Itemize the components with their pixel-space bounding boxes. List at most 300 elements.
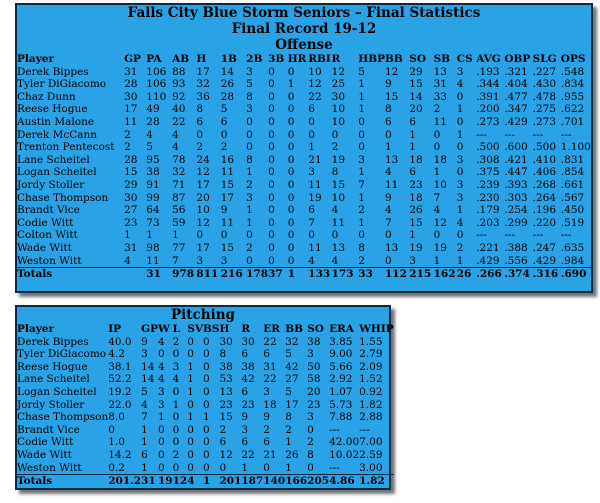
stat-cell: 11 (220, 166, 235, 179)
offense-header-cell: 3B (268, 53, 285, 65)
stat-cell: 7 (308, 216, 315, 229)
stat-cell: 1 (456, 254, 464, 267)
stat-cell: 3 (158, 385, 165, 398)
player-name: Logan Scheitel (17, 166, 97, 179)
stat-cell: 4 (385, 166, 392, 179)
stat-cell: .303 (504, 191, 528, 204)
stat-cell: 1 (456, 128, 464, 141)
player-name: Jordy Stoller (17, 178, 85, 191)
stat-cell: 4 (456, 216, 464, 229)
stat-cell: 1 (241, 461, 249, 474)
stat-cell: 30 (124, 191, 138, 204)
stat-cell: 32 (196, 78, 210, 91)
offense-header-cell: GP (124, 53, 141, 65)
stat-cell: 11 (433, 115, 447, 128)
stat-cell: 0 (456, 90, 464, 103)
stat-cell: 3 (158, 398, 165, 411)
stat-cell: 0 (202, 436, 210, 449)
stat-cell: 2.59 (359, 448, 383, 461)
stat-cell: 14 (220, 65, 235, 78)
player-name: Colton Witt (17, 229, 78, 242)
stat-cell: 3 (172, 360, 180, 373)
stat-cell: .548 (560, 65, 585, 78)
pitching-header-row (17, 323, 394, 336)
stat-cell: .984 (560, 254, 585, 267)
stat-cell: 0 (287, 229, 295, 242)
offense-header-cell: AVG (476, 53, 501, 65)
table-row (17, 436, 394, 449)
stat-cell: 92 (172, 90, 186, 103)
stat-cell: 0 (287, 65, 295, 78)
table-row (17, 361, 394, 374)
stat-cell: 26 (409, 204, 423, 217)
stat-cell: 12 (433, 216, 447, 229)
stat-cell: 1 (187, 385, 194, 398)
stat-cell: 14 (141, 373, 155, 386)
stat-cell: 4 (146, 128, 153, 141)
stat-cell: 28 (220, 90, 235, 103)
stat-cell: 2 (307, 436, 314, 449)
total-cell: 187 (241, 475, 264, 488)
stat-cell: 0 (287, 166, 295, 179)
stat-cell: 0 (172, 385, 180, 398)
stat-cell: .955 (560, 90, 585, 103)
stat-cell: 2 (172, 448, 180, 461)
stat-cell: 11 (308, 178, 322, 191)
stat-cell: 1 (456, 103, 464, 116)
total-cell (124, 268, 146, 281)
stat-cell: 15 (220, 178, 235, 191)
pitching-header-cell: L (172, 323, 181, 335)
stat-cell: 1 (358, 191, 365, 204)
stat-cell: 26 (220, 78, 235, 91)
offense-header-cell: OPS (560, 53, 586, 65)
total-cell: 205 (307, 475, 330, 488)
pitching-header-cell: SV (187, 323, 203, 335)
stat-cell: 42 (241, 373, 255, 386)
stat-cell: 3 (456, 65, 464, 78)
stat-cell: 2.09 (359, 360, 383, 373)
total-cell: .316 (533, 268, 561, 281)
stat-cell: 0 (246, 229, 253, 242)
final-record: Final Record 19-12 (231, 21, 377, 37)
stat-cell: 19 (331, 153, 346, 166)
stat-cell: .388 (504, 241, 528, 254)
pitching-header-cell: R (241, 323, 251, 335)
player-name: Trenton Pentecost (17, 141, 115, 154)
stat-cell: .854 (560, 166, 585, 179)
stat-cell: .406 (532, 166, 557, 179)
stat-cell: 2 (124, 141, 131, 154)
stat-cell: 0 (187, 348, 194, 361)
stat-cell: 6 (241, 348, 249, 361)
stat-cell: 4 (158, 373, 165, 386)
table-row (17, 462, 394, 475)
stats-title: Falls City Blue Storm Seniors – Final Statistics (127, 5, 481, 21)
stat-cell: 0 (331, 229, 339, 242)
stat-cell: .430 (532, 78, 557, 91)
stat-cell: 0 (220, 128, 228, 141)
stat-cell: 2.92 (329, 373, 353, 386)
stat-cell: 17 (124, 103, 138, 116)
stat-cell: .447 (504, 166, 528, 179)
stat-cell: 32 (285, 335, 299, 348)
stat-cell: .701 (560, 115, 585, 128)
stat-cell: 0 (287, 216, 295, 229)
stat-cell: 10 (196, 204, 210, 217)
stat-cell: 5 (285, 348, 292, 361)
stat-cell: 5.66 (329, 360, 353, 373)
stat-cell: 42 (285, 360, 299, 373)
stat-cell: 33 (433, 90, 447, 103)
stat-cell: 20 (307, 385, 321, 398)
player-name: Lane Scheitel (17, 153, 90, 166)
stat-cell: 0 (246, 254, 253, 267)
stat-cell: 0 (268, 141, 275, 154)
stat-cell: 0 (187, 436, 194, 449)
stat-cell: 0 (172, 436, 180, 449)
stat-cell: 17 (196, 241, 210, 254)
stat-cell: .273 (532, 115, 557, 128)
stat-cell: 23 (219, 398, 233, 411)
stat-cell: 1 (141, 436, 148, 449)
stat-cell: 23 (409, 178, 423, 191)
stat-cell: 8 (331, 166, 339, 179)
totals-row (17, 475, 394, 488)
stat-cell: 11 (385, 178, 399, 191)
stat-cell: 2 (172, 335, 180, 348)
table-row (17, 154, 591, 167)
stat-cell: 10 (433, 178, 447, 191)
stat-cell: 9 (263, 411, 270, 424)
stat-cell: 0 (187, 335, 194, 348)
stat-cell: 0 (287, 241, 295, 254)
totals-label: Totals (17, 475, 108, 488)
stat-cell: 6 (220, 115, 228, 128)
total-cell: 162 (433, 268, 456, 281)
stat-cell: .254 (504, 204, 528, 217)
stat-cell: 1 (172, 229, 179, 242)
stat-cell: --- (532, 229, 544, 242)
pitching-table (17, 323, 394, 488)
stat-cell: 10 (331, 115, 346, 128)
stat-cell: 3 (263, 385, 270, 398)
table-row (17, 255, 591, 268)
table-row (17, 91, 591, 104)
stat-cell: 9 (220, 204, 228, 217)
stat-cell: .429 (504, 115, 528, 128)
stat-cell: 10 (308, 65, 322, 78)
stat-cell: 0 (456, 141, 464, 154)
stat-cell: .347 (504, 103, 528, 116)
offense-header-cell: BB (385, 53, 403, 65)
stat-cell: 7 (385, 216, 392, 229)
stat-cell: 0 (263, 461, 270, 474)
stat-cell: 19 (409, 241, 423, 254)
stat-cell: 1 (358, 78, 365, 91)
stat-cell: 1 (456, 204, 464, 217)
stat-cell: 30 (241, 335, 255, 348)
total-cell: 33 (358, 268, 385, 281)
stat-cell: 4 (308, 254, 315, 267)
stat-cell: 0 (158, 461, 165, 474)
stat-cell: 13 (331, 241, 346, 254)
total-cell: 166 (285, 475, 308, 488)
stat-cell: 6 (308, 204, 315, 217)
stat-cell: .556 (504, 254, 528, 267)
stat-cell: .834 (560, 78, 585, 91)
stat-cell: 3 (409, 254, 416, 267)
stat-cell: 3 (241, 423, 249, 436)
stat-cell: 0 (287, 191, 295, 204)
stat-cell: 12 (196, 216, 210, 229)
stat-cell: 1 (287, 78, 295, 91)
stat-cell: .404 (504, 78, 528, 91)
stat-cell: 5 (246, 78, 253, 91)
stat-cell: 0 (172, 348, 180, 361)
table-row (17, 166, 591, 179)
player-name: Wade Witt (17, 448, 72, 461)
player-name: Derek Bippes (17, 335, 89, 348)
stat-cell: 0 (308, 229, 315, 242)
stat-cell: 0 (268, 65, 275, 78)
stat-cell: 3.85 (329, 335, 353, 348)
stat-cell: .429 (476, 254, 500, 267)
stat-cell: 3 (196, 254, 204, 267)
stat-cell: 0 (287, 178, 295, 191)
stat-cell: 1.52 (359, 373, 383, 386)
stat-cell: 2 (219, 423, 227, 436)
stat-cell: 8 (196, 103, 204, 116)
stat-cell: 1 (141, 423, 148, 436)
stat-cell: 22 (172, 115, 186, 128)
stat-cell: 0 (358, 128, 365, 141)
stat-cell: 2 (358, 204, 365, 217)
stat-cell: 18 (263, 398, 277, 411)
total-cell: 19 (158, 475, 173, 488)
stat-cell: 3 (246, 65, 253, 78)
stat-cell: 2 (246, 241, 253, 254)
stat-cell: 15 (220, 241, 235, 254)
stat-cell: 30 (219, 335, 233, 348)
table-row (17, 229, 591, 242)
player-name: Lane Scheitel (17, 373, 90, 386)
stat-cell: 14 (409, 90, 423, 103)
stat-cell: 4.2 (108, 348, 125, 361)
stat-cell: 0 (246, 128, 253, 141)
stat-cell: 42.00 (329, 436, 360, 449)
table-row (17, 336, 394, 349)
pitching-panel (15, 305, 394, 490)
pitching-header-cell: BS (202, 323, 220, 335)
stat-cell: 12 (385, 65, 399, 78)
stat-cell: .410 (532, 153, 557, 166)
stat-cell: 0 (220, 229, 228, 242)
stat-cell: 15 (409, 78, 423, 91)
stat-cell: 21 (308, 153, 322, 166)
player-name: Chase Thompson (17, 411, 109, 424)
stat-cell: 27 (124, 204, 138, 217)
stat-cell: 23 (307, 398, 321, 411)
stat-cell: 11 (220, 216, 235, 229)
stat-cell: 11 (124, 115, 138, 128)
stat-cell: 17 (196, 65, 210, 78)
table-row (17, 116, 591, 129)
total-cell: 31 (141, 475, 158, 488)
stat-cell: 14 (141, 360, 155, 373)
total-cell: 133 (308, 268, 331, 281)
stat-cell: 0 (268, 191, 275, 204)
stat-cell: 0 (308, 115, 315, 128)
stat-cell: 0 (202, 448, 210, 461)
stat-cell: 3 (246, 191, 253, 204)
stat-cell: 3 (308, 166, 315, 179)
stat-cell: 73 (146, 216, 160, 229)
stat-cell: 38 (219, 360, 233, 373)
table-row (17, 78, 591, 91)
offense-header-cell: PA (146, 53, 162, 65)
stat-cell: 1 (187, 373, 194, 386)
stat-cell: 71 (172, 178, 186, 191)
stat-cell: --- (504, 128, 515, 141)
stat-cell: .600 (504, 141, 528, 154)
total-cell: 26 (457, 268, 476, 281)
stat-cell: 29 (124, 178, 138, 191)
stat-cell: 17 (220, 191, 235, 204)
stat-cell: 10 (331, 103, 346, 116)
stat-cell: 3 (141, 348, 148, 361)
stat-cell: 93 (172, 78, 186, 91)
stat-cell: 5 (146, 141, 153, 154)
stat-cell: 22 (263, 373, 277, 386)
stat-cell: 0 (196, 128, 204, 141)
offense-header-cell: SLG (532, 53, 557, 65)
stat-cell: 1 (187, 360, 194, 373)
stat-cell: 1 (246, 166, 253, 179)
stat-cell: 16 (220, 153, 235, 166)
stat-cell: .239 (476, 178, 500, 191)
stat-cell: 6 (241, 436, 249, 449)
stat-cell: 6 (241, 385, 249, 398)
player-name: Tyler DiGiacomo (17, 348, 107, 361)
stat-cell: 1.07 (329, 385, 353, 398)
table-row (17, 204, 591, 217)
stat-cell: 98 (146, 241, 160, 254)
stat-cell: 0 (268, 153, 275, 166)
totals-row (17, 268, 591, 281)
stat-cell: 1 (409, 128, 416, 141)
player-name: Weston Witt (17, 254, 82, 267)
stat-cell: .227 (532, 65, 557, 78)
table-row (17, 129, 591, 142)
stat-cell: 7 (358, 178, 365, 191)
table-row (17, 424, 394, 437)
total-cell: .374 (504, 268, 532, 281)
stat-cell: 15 (409, 216, 423, 229)
stat-cell: 0 (268, 178, 275, 191)
total-cell: 1 (203, 475, 219, 488)
stat-cell: .308 (476, 153, 500, 166)
stat-cell: 0 (202, 398, 210, 411)
stat-cell: 95 (146, 153, 160, 166)
stat-cell: 3 (456, 178, 464, 191)
total-cell: 811 (196, 268, 220, 281)
stat-cell: 53 (219, 373, 233, 386)
total-cell: 173 (332, 268, 359, 281)
stat-cell: 58 (307, 373, 321, 386)
pitching-header-cell: BB (285, 323, 303, 335)
stat-cell: 1.82 (359, 398, 383, 411)
stat-cell: 13 (385, 241, 399, 254)
stat-cell: .500 (532, 141, 557, 154)
stat-cell: .203 (476, 216, 500, 229)
stat-cell: .230 (476, 191, 500, 204)
stat-cell: 78 (172, 153, 186, 166)
stat-cell: 0 (456, 229, 464, 242)
stat-cell: .477 (504, 90, 528, 103)
total-cell: 216 (221, 268, 246, 281)
stat-cell: .429 (532, 254, 557, 267)
stat-cell: 0 (108, 423, 115, 436)
stat-cell: 8 (285, 411, 292, 424)
total-cell: 1.82 (359, 475, 394, 488)
stat-cell: 7.88 (329, 411, 353, 424)
stat-cell: 7 (141, 411, 148, 424)
stat-cell: 4 (158, 335, 165, 348)
stat-cell: 99 (146, 191, 160, 204)
stat-cell: 106 (146, 78, 167, 91)
stat-cell: 49 (146, 103, 160, 116)
stat-cell: 23 (241, 398, 255, 411)
stat-cell: 10 (331, 191, 346, 204)
stat-cell: .200 (476, 103, 500, 116)
stat-cell: 4 (172, 141, 179, 154)
stat-cell: 18 (409, 153, 423, 166)
stat-cell: 0 (287, 141, 295, 154)
stat-cell: 0 (187, 423, 194, 436)
total-cell: 1 (288, 268, 309, 281)
stat-cell: 1 (308, 141, 315, 154)
player-name: Derek Bippes (17, 65, 89, 78)
stat-cell: 38 (146, 166, 160, 179)
stat-cell: 0 (268, 166, 275, 179)
stat-cell: 87 (172, 191, 186, 204)
total-cell: .266 (476, 268, 504, 281)
offense-header-cell: HBP (358, 53, 385, 65)
stat-cell: 30 (331, 90, 346, 103)
pitching-section-title: Pitching (171, 307, 235, 323)
stat-cell: 1.100 (560, 141, 591, 154)
stat-cell: .478 (532, 90, 557, 103)
stat-cell: 0 (187, 461, 194, 474)
player-name: Chase Thompson (17, 191, 109, 204)
stat-cell: --- (329, 423, 340, 436)
offense-header-cell: HR (287, 53, 307, 65)
stat-cell: 6 (409, 115, 416, 128)
stat-cell: 4 (124, 254, 131, 267)
stat-cell: 0 (196, 229, 204, 242)
stat-cell: 0 (246, 141, 253, 154)
stat-cell: 0 (202, 348, 210, 361)
pitching-header-cell: ER (263, 323, 281, 335)
stat-cell: 12 (308, 78, 322, 91)
stat-cell: 0 (202, 461, 210, 474)
offense-header-cell: Player (17, 53, 55, 65)
stat-cell: 7 (433, 191, 441, 204)
stat-cell: .635 (560, 241, 585, 254)
stat-cell: 1 (409, 229, 416, 242)
offense-header-cell: AB (172, 53, 190, 65)
